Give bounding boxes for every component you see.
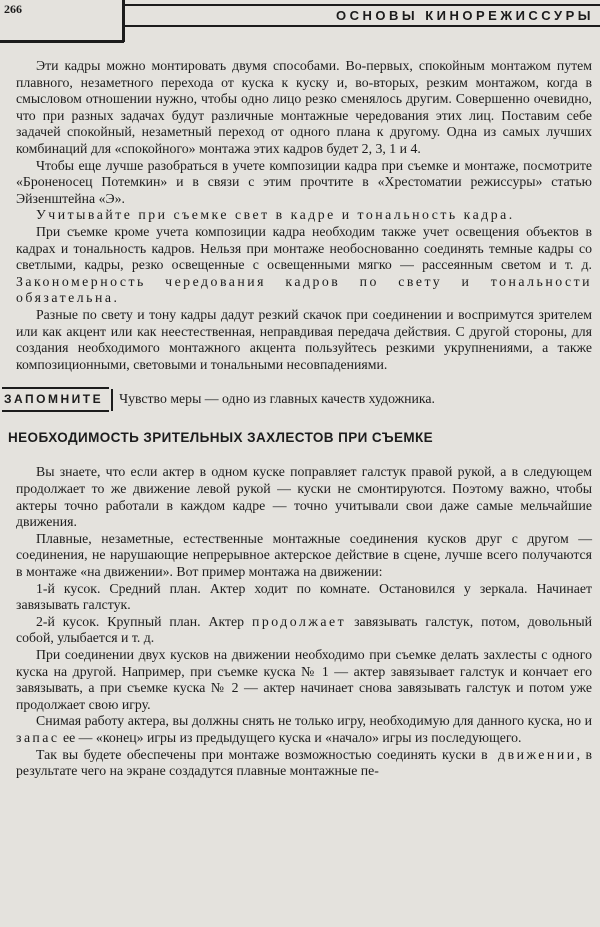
- paragraph: [16, 614, 592, 647]
- body-text: [4, 58, 592, 780]
- page-number: 266: [4, 2, 22, 16]
- header-short-rule: [0, 40, 124, 43]
- paragraph: Эти кадры можно монтировать двумя способами. Во-первых, спокойным монтажом путем плавного, незаметного перехода от куска к куску и, во-вторых, резким монтажом, когда в смысловом отношении нужно, чтобы одно лицо резко сменялось другим. Совершенно очевидно, что при разных задачах будут различные монтажные чередования этих лиц. Поставим себе задачей спокойный, незаметный переход от одного плана к другому. Одна из самых лучших комбинаций для «спокойного» монтажа этих кадров будет 2, 3, 1 и 4.: [16, 58, 592, 156]
- paragraph-text: Так вы будете обеспечены при монтаже возможностью соединять куски: [36, 746, 482, 762]
- remember-box: [2, 387, 592, 412]
- paragraph: [16, 224, 592, 307]
- paragraph-text: Снимая работу актера, вы должны снять не только игру, необходимую для данного куска, но и: [36, 713, 592, 729]
- paragraph: Разные по свету и тону кадры дадут резкий скачок при соединении и воспримутся зрителем или как акцент или как неестественная, неправдивая передача действия. С другой стороны, для создания необходимого монтажного акцента пользуйтесь резкими укрупнениями, а также композиционными, световыми и тональными несовпадениями.: [16, 306, 592, 372]
- running-title: ОСНОВЫ КИНОРЕЖИССУРЫ: [335, 8, 594, 23]
- running-header: [122, 4, 600, 27]
- paragraph-text: завязывать галстук, потом, довольный собой, улыбается и т. д.: [16, 613, 592, 646]
- remember-label: ЗАПОМНИТЕ: [2, 387, 109, 412]
- paragraph: Плавные, незаметные, естественные монтажные соединения кусков друг с другом — соединения, не нарушающие непрерывное актерское действие в сцене, лучше всего получаются в монтаже «на движении». Вот пример монтажа на движении:: [16, 530, 592, 580]
- paragraph-text: 2-й кусок. Крупный план. Актер: [36, 613, 252, 629]
- paragraph-text: При съемке кроме учета композиции кадра необходим также учет освещения объектов в кадрах и тональность кадров. Нельзя при монтаже необоснованно соединять темные кадры со светлыми, кадры, резко освещенные с освещенными мягко — рассеянным светом и т. д.: [16, 223, 592, 273]
- paragraph: Чтобы еще лучше разобраться в учете композиции кадра при съемке и монтаже, посмотрите «Броненосец Потемкин» и в связи с этим прочтите в «Хрестоматии режиссуры» статью Эйзенштейна «Э».: [16, 157, 592, 206]
- spaced-emphasis: запас: [16, 729, 60, 745]
- spaced-emphasis: в движении: [481, 746, 577, 762]
- remember-divider: [111, 389, 113, 411]
- remember-text: Чувство меры — одно из главных качеств художника.: [119, 391, 435, 407]
- paragraph: Вы знаете, что если актер в одном куске поправляет галстук правой рукой, а в следующем продолжает то же движение левой рукой — куски не смонтируются. Поэтому важно, чтобы актеры точно работали в каждом кадре — точно учитывали свои даже самые мельчайшие движения.: [16, 464, 592, 530]
- spaced-rule-paragraph: Учитывайте при съемке свет в кадре и тональность кадра.: [36, 207, 515, 223]
- spaced-emphasis: продолжает: [251, 613, 347, 629]
- spaced-emphasis: Закономерность чередования кадров по свету и тональности обязательна.: [16, 273, 592, 306]
- paragraph: [16, 747, 592, 780]
- section-heading: НЕОБХОДИМОСТЬ ЗРИТЕЛЬНЫХ ЗАХЛЕСТОВ ПРИ СЪЕМКЕ: [8, 429, 434, 445]
- paragraph: При соединении двух кусков на движении необходимо при съемке делать захлесты с одного куска на другой. Например, при съемке куска № 1 — актер завязывает галстук и кончает его завязывать, а при съемке куска № 2 — актер начинает снова завязывать галстук и потом уже продолжает свою игру.: [16, 647, 592, 712]
- paragraph-text: , в результате чего на экране создадутся плавные монтажные пе-: [16, 746, 592, 779]
- paragraph-text: ее — «конец» игры из предыдущего куска и «начало» игры из последующего.: [59, 729, 522, 745]
- paragraph: [16, 713, 592, 746]
- paragraph: 1-й кусок. Средний план. Актер ходит по комнате. Остановился у зеркала. Начинает завязывать галстук.: [16, 580, 592, 613]
